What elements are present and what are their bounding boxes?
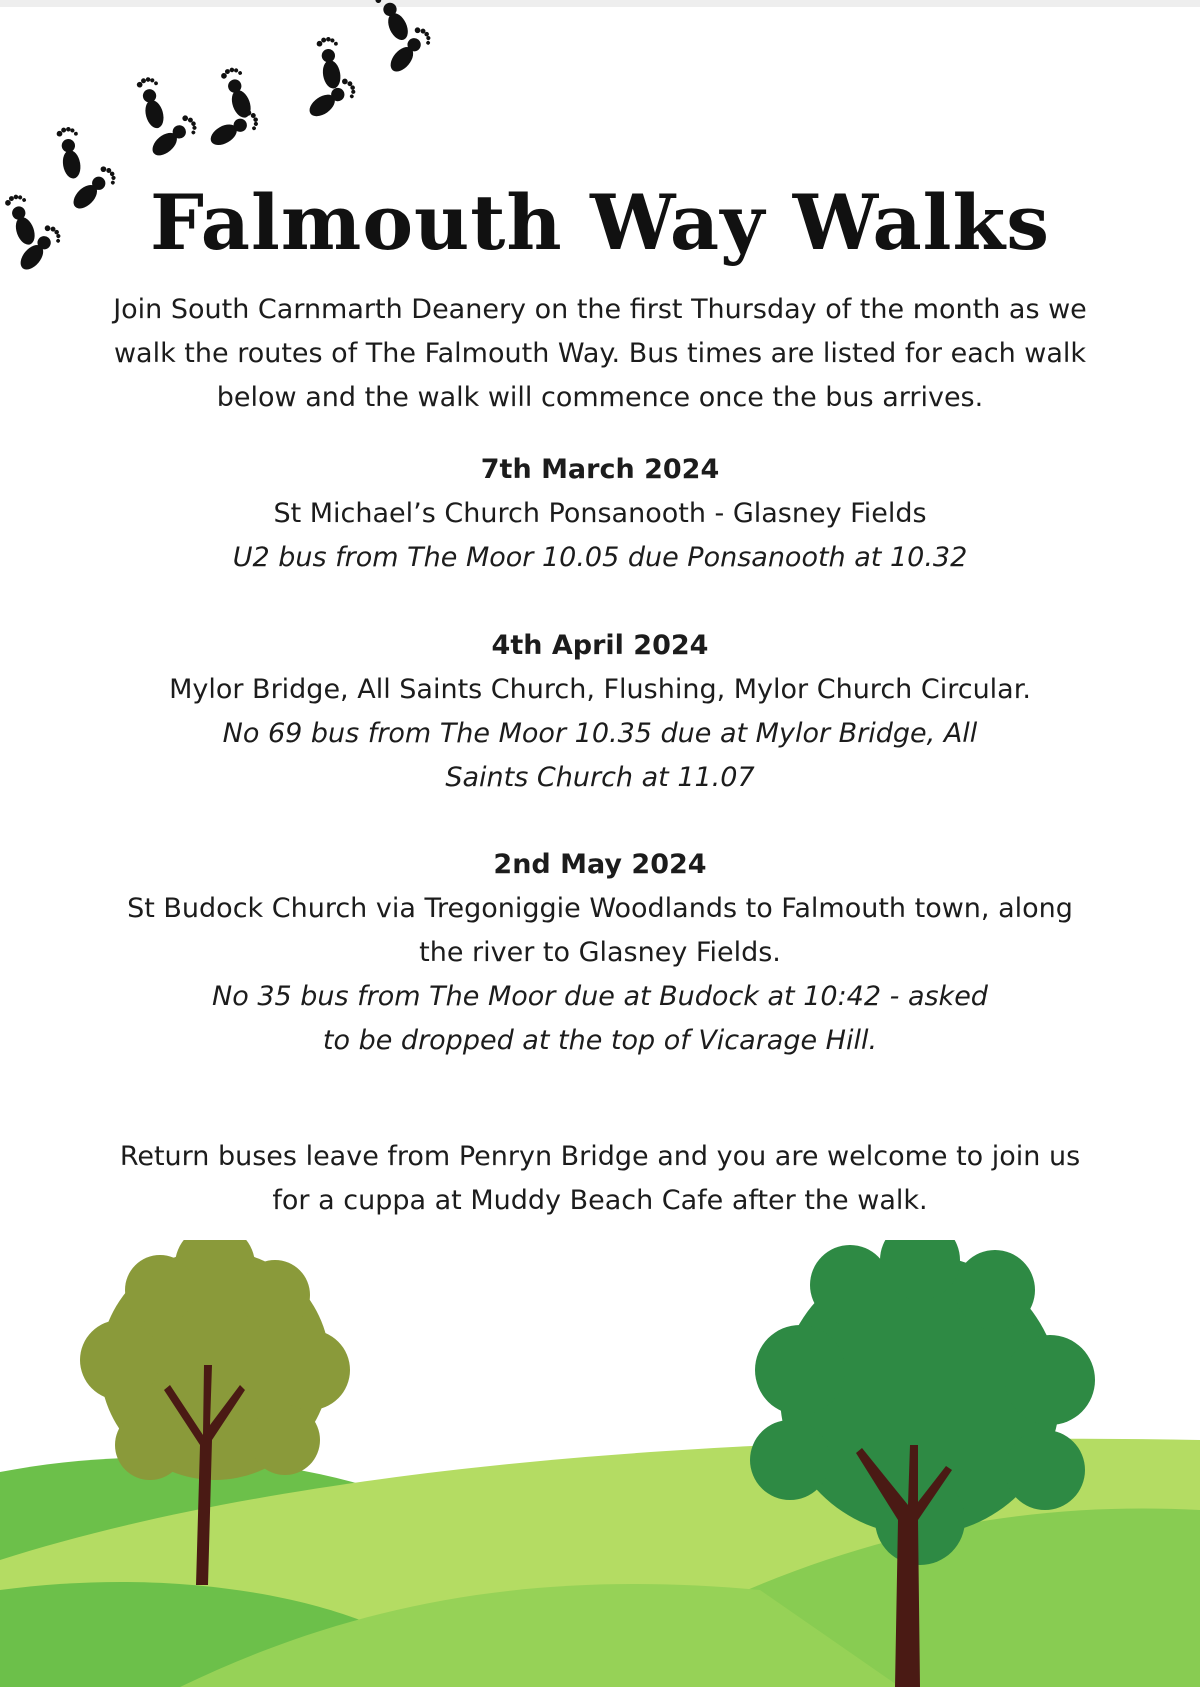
landscape-illustration xyxy=(0,1240,1200,1687)
walk-route: St Budock Church via Tregoniggie Woodlands to Falmouth town, along the river to Glasney Fields. xyxy=(127,893,1073,968)
intro-text: Join South Carnmarth Deanery on the first Thursday of the month as we walk the routes of The Falmouth Way. Bus times are listed for each walk below and the walk will commence once the bus arrives. xyxy=(113,294,1087,413)
walk-bus-info: No 35 bus from The Moor due at Budock at 10:42 - asked to be dropped at the top of Vicarage Hill. xyxy=(212,981,988,1056)
closing-text: Return buses leave from Penryn Bridge and you are welcome to join us for a cuppa at Muddy Beach Cafe after the walk. xyxy=(119,1141,1081,1216)
walk-route: St Michael’s Church Ponsanooth - Glasney Fields xyxy=(273,498,927,529)
walk-entry xyxy=(100,843,1100,1063)
walk-date: 4th April 2024 xyxy=(491,630,709,661)
walk-entry xyxy=(100,624,1100,800)
poster-title: Falmouth Way Walks xyxy=(149,178,1050,267)
walk-bus-info: U2 bus from The Moor 10.05 due Ponsanooth at 10.32 xyxy=(232,542,968,573)
walk-date: 7th March 2024 xyxy=(480,454,720,485)
walk-entry xyxy=(100,448,1100,580)
walk-date: 2nd May 2024 xyxy=(493,849,707,880)
walk-bus-info: No 69 bus from The Moor 10.35 due at Mylor Bridge, All Saints Church at 11.07 xyxy=(222,718,978,793)
walk-route: Mylor Bridge, All Saints Church, Flushing, Mylor Church Circular. xyxy=(169,674,1031,705)
